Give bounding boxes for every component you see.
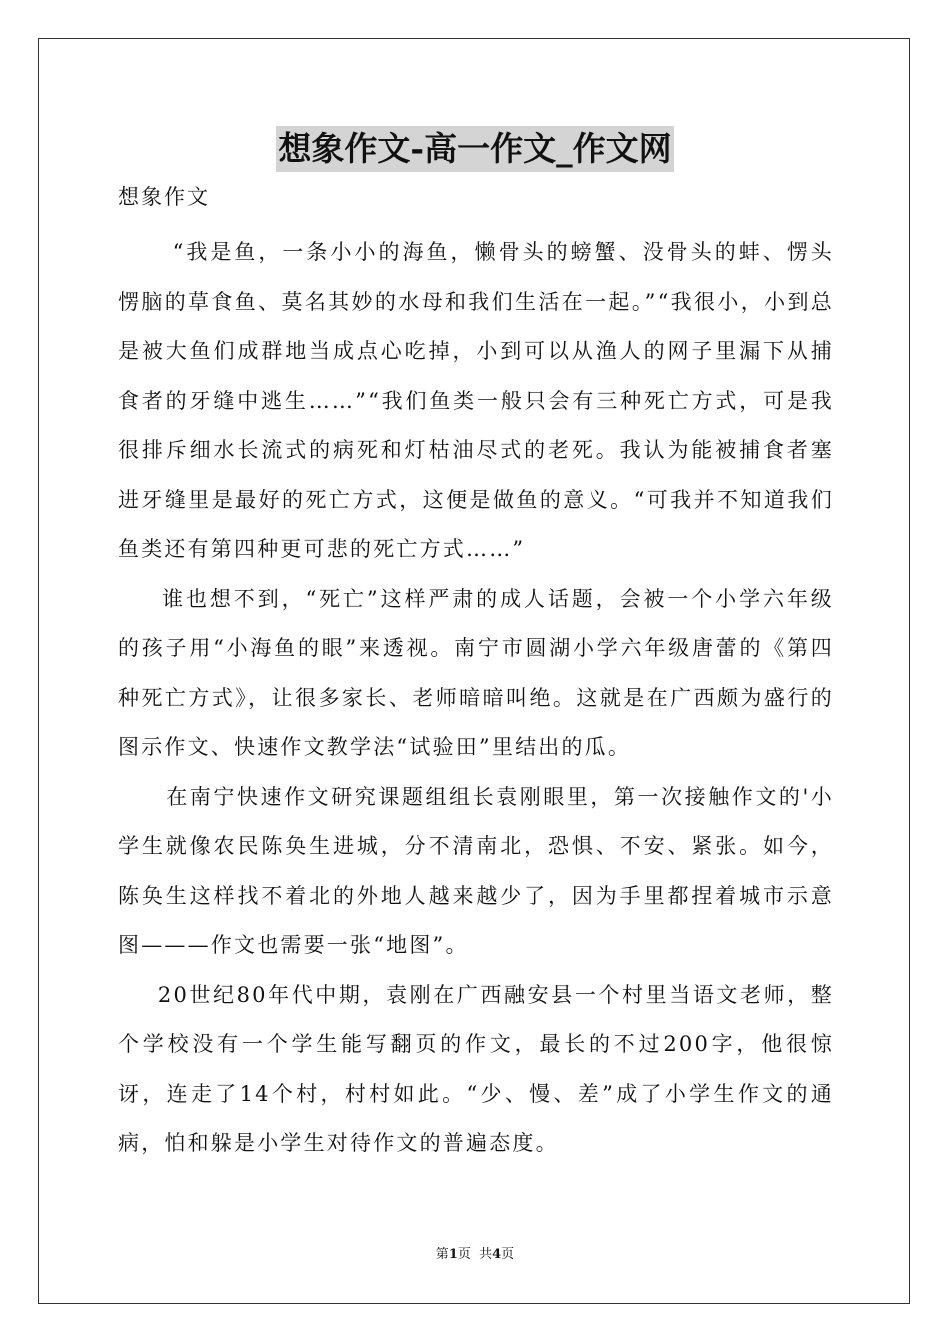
paragraph-1: “我是鱼，一条小小的海鱼，懒骨头的螃蟹、没骨头的蚌、愣头愣脑的草食鱼、莫名其妙的水母和我们生活在一起。”“我很小，小到总是被大鱼们成群地当成点心吃掉，小到可以从渔人的网子里漏下从捕食者的牙缝中逃生……”“我们鱼类一般只会有三种死亡方式，可是我很排斥细水长流式的病死和灯枯油尽式的老死。我认为能被捕食者塞进牙缝里是最好的死亡方式，这便是做鱼的意义。“可我并不知道我们鱼类还有第四种更可悲的死亡方式……” xyxy=(118,240,834,561)
document-body xyxy=(118,228,834,1169)
page-footer xyxy=(0,1246,950,1264)
document-title: 想象作文-高一作文_作文网 xyxy=(276,126,673,172)
paragraph-2: 谁也想不到，“死亡”这样严肃的成人话题，会被一个小学六年级的孩子用“小海鱼的眼”来透视。南宁市圆湖小学六年级唐蕾的《第四种死亡方式》，让很多家长、老师暗暗叫绝。这就是在广西颇为盛行的图示作文、快速作文教学法“试验田”里结出的瓜。 xyxy=(118,586,834,759)
footer-prefix: 第 xyxy=(435,1247,449,1262)
footer-mid: 页 共 xyxy=(457,1247,493,1262)
title-container xyxy=(0,126,950,172)
paragraph-4: 20世纪80年代中期，袁刚在广西融安县一个村里当语文老师，整个学校没有一个学生能写翻页的作文，最长的不过200字，他很惊讶，连走了14个村，村村如此。“少、慢、差”成了小学生作文的通病，怕和躲是小学生对待作文的普遍态度。 xyxy=(118,982,834,1155)
footer-suffix: 页 xyxy=(501,1247,515,1262)
document-subtitle: 想象作文 xyxy=(118,185,210,209)
paragraph-3: 在南宁快速作文研究课题组组长袁刚眼里，第一次接触作文的'小学生就像农民陈奂生进城，分不清南北，恐惧、不安、紧张。如今，陈奂生这样找不着北的外地人越来越少了，因为手里都捏着城市示意图———作文也需要一张“地图”。 xyxy=(118,784,834,957)
total-page-number: 4 xyxy=(492,1247,502,1262)
current-page-number: 1 xyxy=(448,1247,458,1262)
